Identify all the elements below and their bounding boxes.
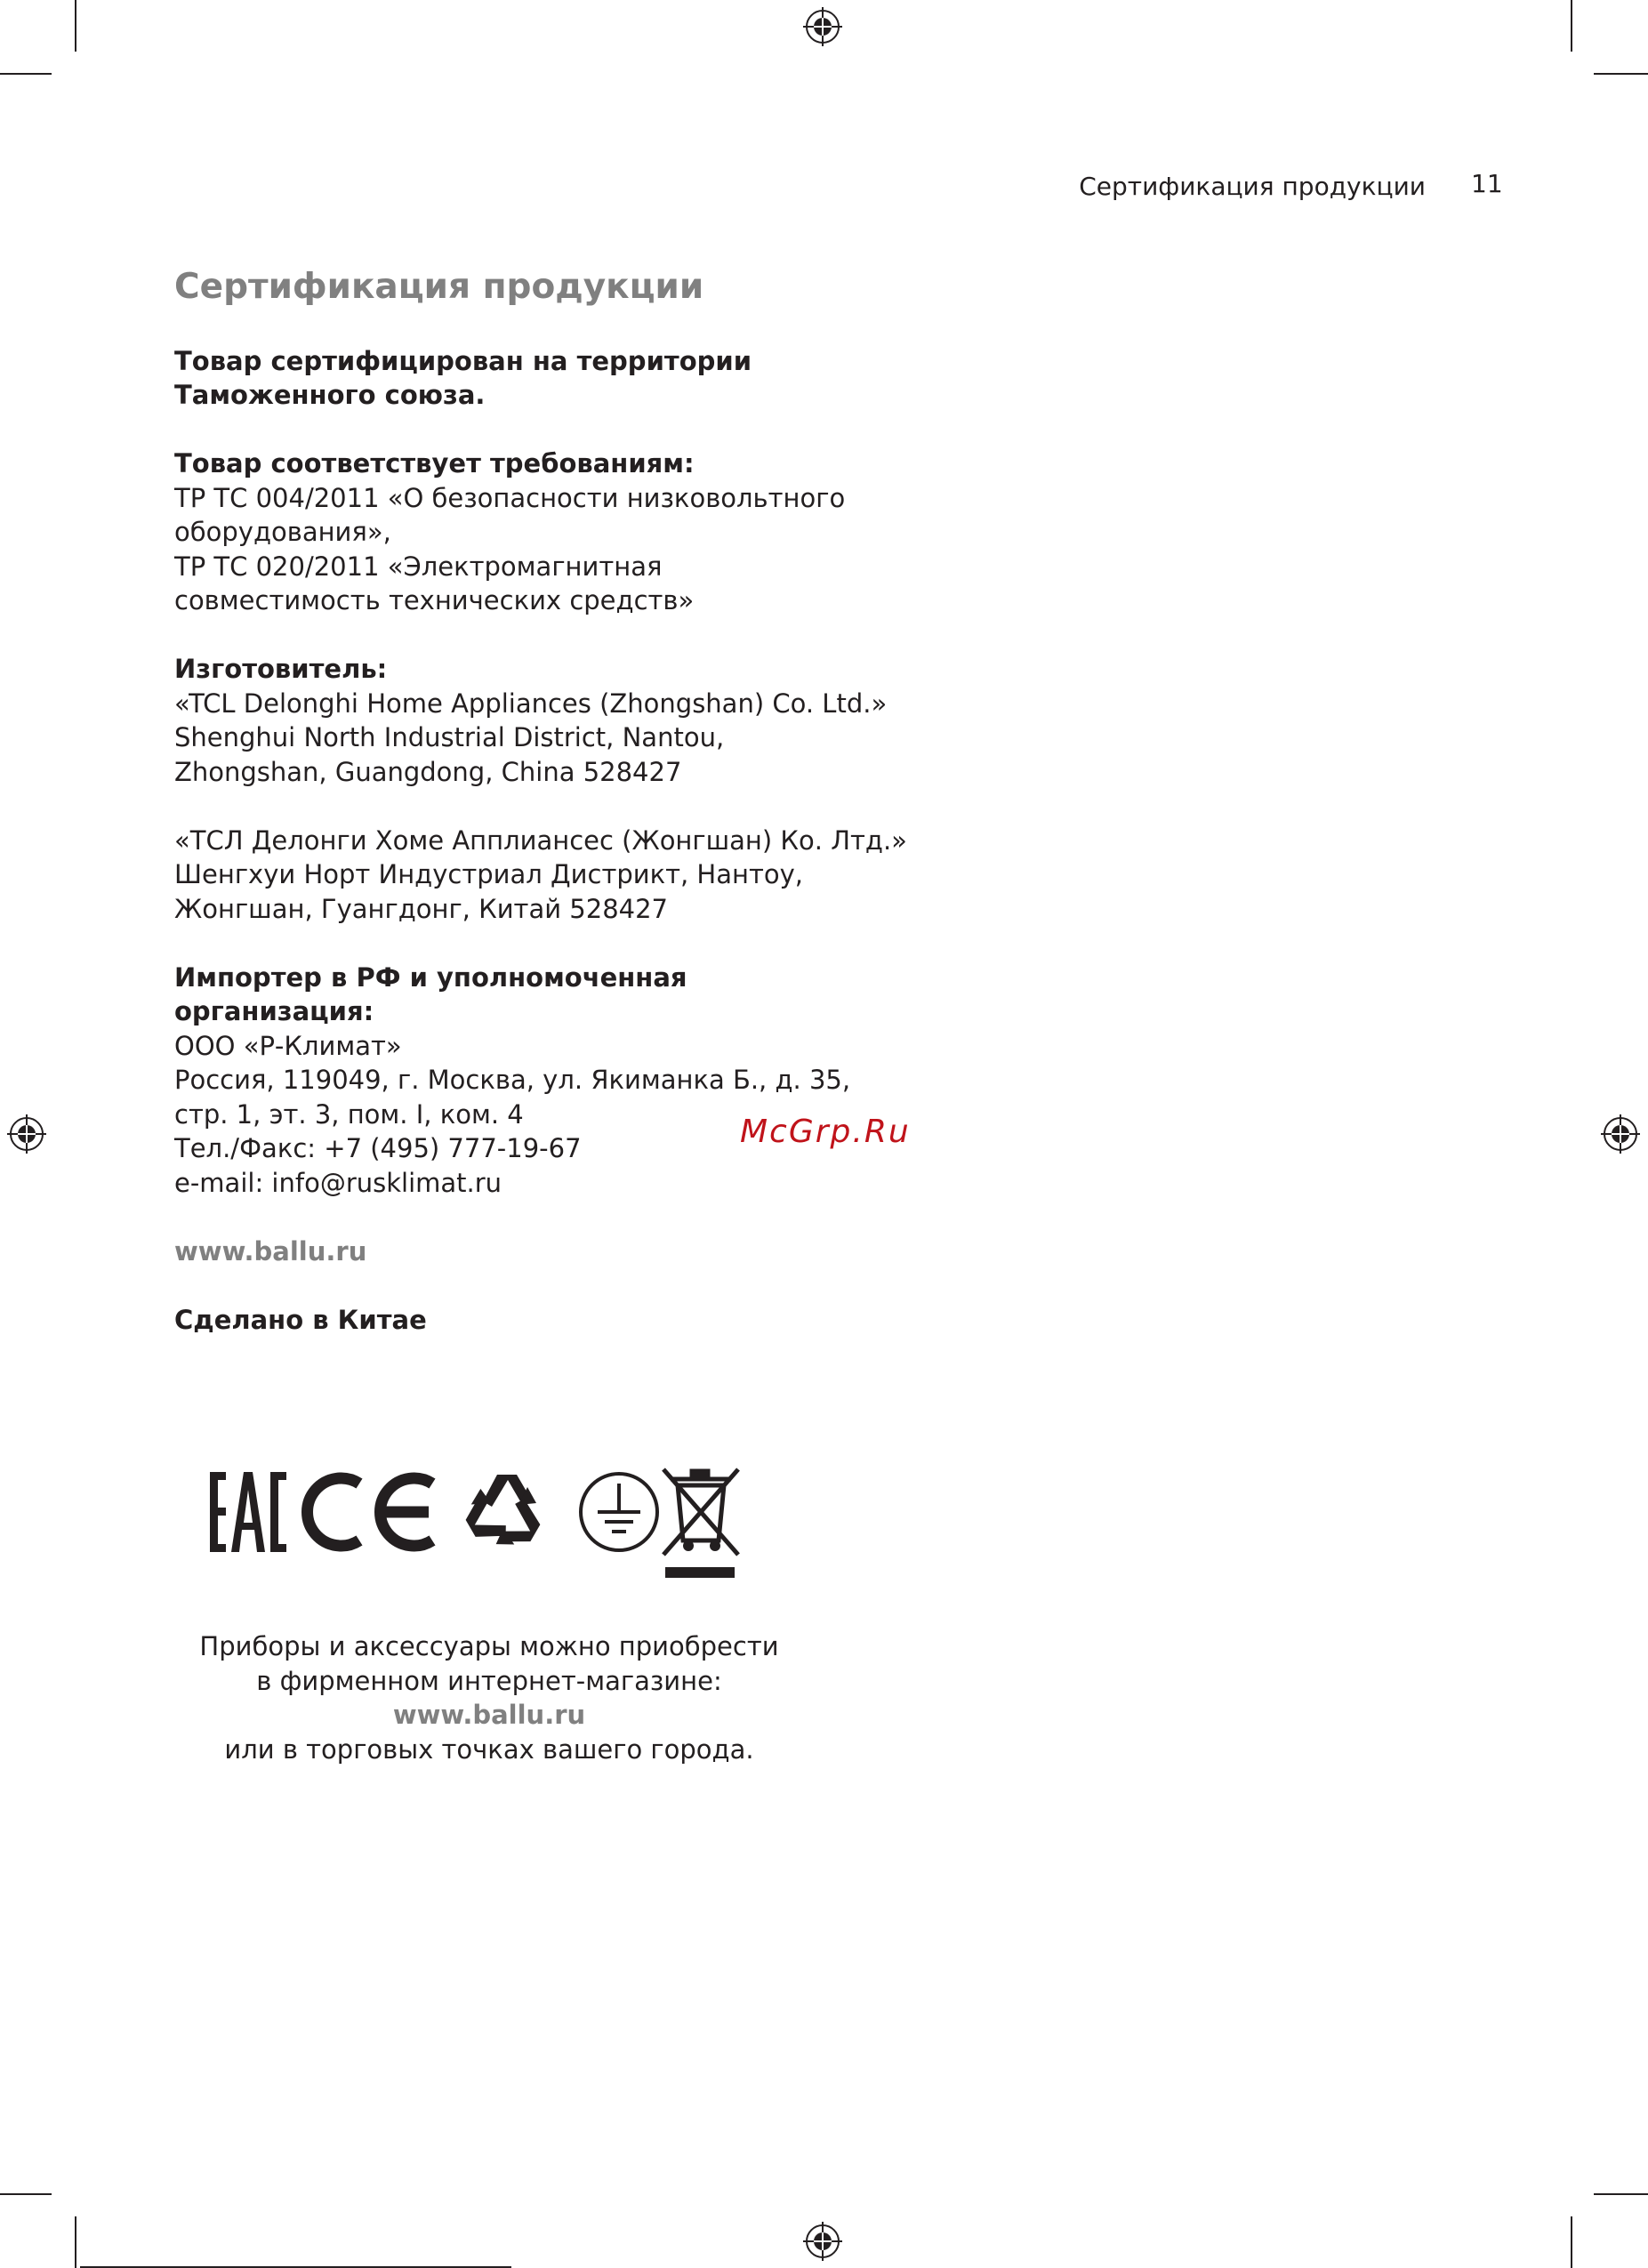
- manufacturer-heading: Изготовитель:: [174, 654, 388, 685]
- crop-mark: [0, 73, 52, 75]
- certification-marks: [208, 1468, 768, 1583]
- requirements-line: ТР ТС 004/2011 «О безопасности низковольтного: [174, 482, 846, 513]
- main-content: [174, 267, 907, 1371]
- certified-line: Таможенного союза.: [174, 380, 486, 411]
- crop-mark: [75, 2216, 76, 2268]
- footer-note: [130, 1629, 848, 1766]
- manufacturer-line-ru: Жонгшан, Гуангдонг, Китай 528427: [174, 893, 668, 924]
- manufacturer-block-en: [174, 652, 904, 789]
- crop-mark: [1594, 73, 1648, 75]
- crop-mark: [1571, 0, 1572, 52]
- watermark: McGrp.Ru: [740, 1114, 911, 1150]
- requirements-line: оборудования»,: [174, 517, 391, 548]
- requirements-line: ТР ТС 020/2011 «Электромагнитная: [174, 551, 663, 582]
- manufacturer-line-en: «TCL Delonghi Home Appliances (Zhongshan) Co. Ltd.»: [174, 688, 888, 719]
- manufacturer-line-en: Shenghui North Industrial District, Nantou,: [174, 722, 725, 753]
- certified-line: Товар сертифицирован на территории: [174, 345, 752, 376]
- crop-mark: [0, 2193, 52, 2195]
- footer-line: Приборы и аксессуары можно приобрести: [199, 1631, 779, 1661]
- page-number: 11: [1471, 169, 1503, 198]
- manufacturer-line-en: Zhongshan, Guangdong, China 528427: [174, 756, 682, 787]
- registration-mark-icon: [1601, 1114, 1640, 1154]
- recycle-icon: [456, 1475, 548, 1558]
- page-title: Сертификация продукции: [174, 267, 704, 307]
- importer-block: [174, 961, 904, 1201]
- eac-mark-icon: [210, 1472, 286, 1552]
- ce-mark-icon: [308, 1478, 432, 1546]
- certified-notice: [174, 344, 904, 413]
- crop-mark: [1571, 2216, 1572, 2268]
- crop-mark: [1594, 2193, 1648, 2195]
- importer-line: Тел./Факс: +7 (495) 777-19-67: [174, 1133, 582, 1164]
- crop-mark: [75, 0, 76, 52]
- weee-crossed-bin-icon: [663, 1469, 738, 1578]
- importer-heading: Импортер в РФ и уполномоченная: [174, 961, 687, 993]
- manufacturer-line-ru: Шенгхуи Норт Индустриал Дистрикт, Нантоу,: [174, 859, 803, 890]
- importer-heading: организация:: [174, 996, 374, 1027]
- manufacturer-block-ru: [174, 824, 907, 927]
- registration-mark-icon: [803, 7, 842, 46]
- registration-mark-icon: [803, 2222, 842, 2261]
- running-header-title: Сертификация продукции: [1079, 172, 1426, 201]
- registration-mark-icon: [7, 1114, 46, 1154]
- requirements-line: совместимость технических средств»: [174, 585, 695, 616]
- importer-email: e-mail: info@rusklimat.ru: [174, 1167, 502, 1198]
- requirements-heading: Товар соответствует требованиям:: [174, 448, 695, 479]
- importer-line: ООО «Р-Климат»: [174, 1030, 402, 1061]
- footer-website-link[interactable]: www.ballu.ru: [392, 1700, 586, 1730]
- importer-line: Россия, 119049, г. Москва, ул. Якиманка Б., д. 35,: [174, 1065, 851, 1096]
- footer-line: или в торговых точках вашего города.: [224, 1733, 754, 1765]
- importer-line: стр. 1, эт. 3, пом. I, ком. 4: [174, 1098, 524, 1130]
- made-in-label: Сделано в Китае: [174, 1304, 427, 1335]
- protective-earth-icon: [581, 1474, 657, 1550]
- requirements-block: [174, 446, 904, 618]
- footer-line: в фирменном интернет-магазине:: [256, 1665, 722, 1696]
- website-link[interactable]: www.ballu.ru: [174, 1235, 367, 1267]
- manufacturer-line-ru: «ТСЛ Делонги Хоме Апплиансес (Жонгшан) Ко. Лтд.»: [174, 824, 907, 856]
